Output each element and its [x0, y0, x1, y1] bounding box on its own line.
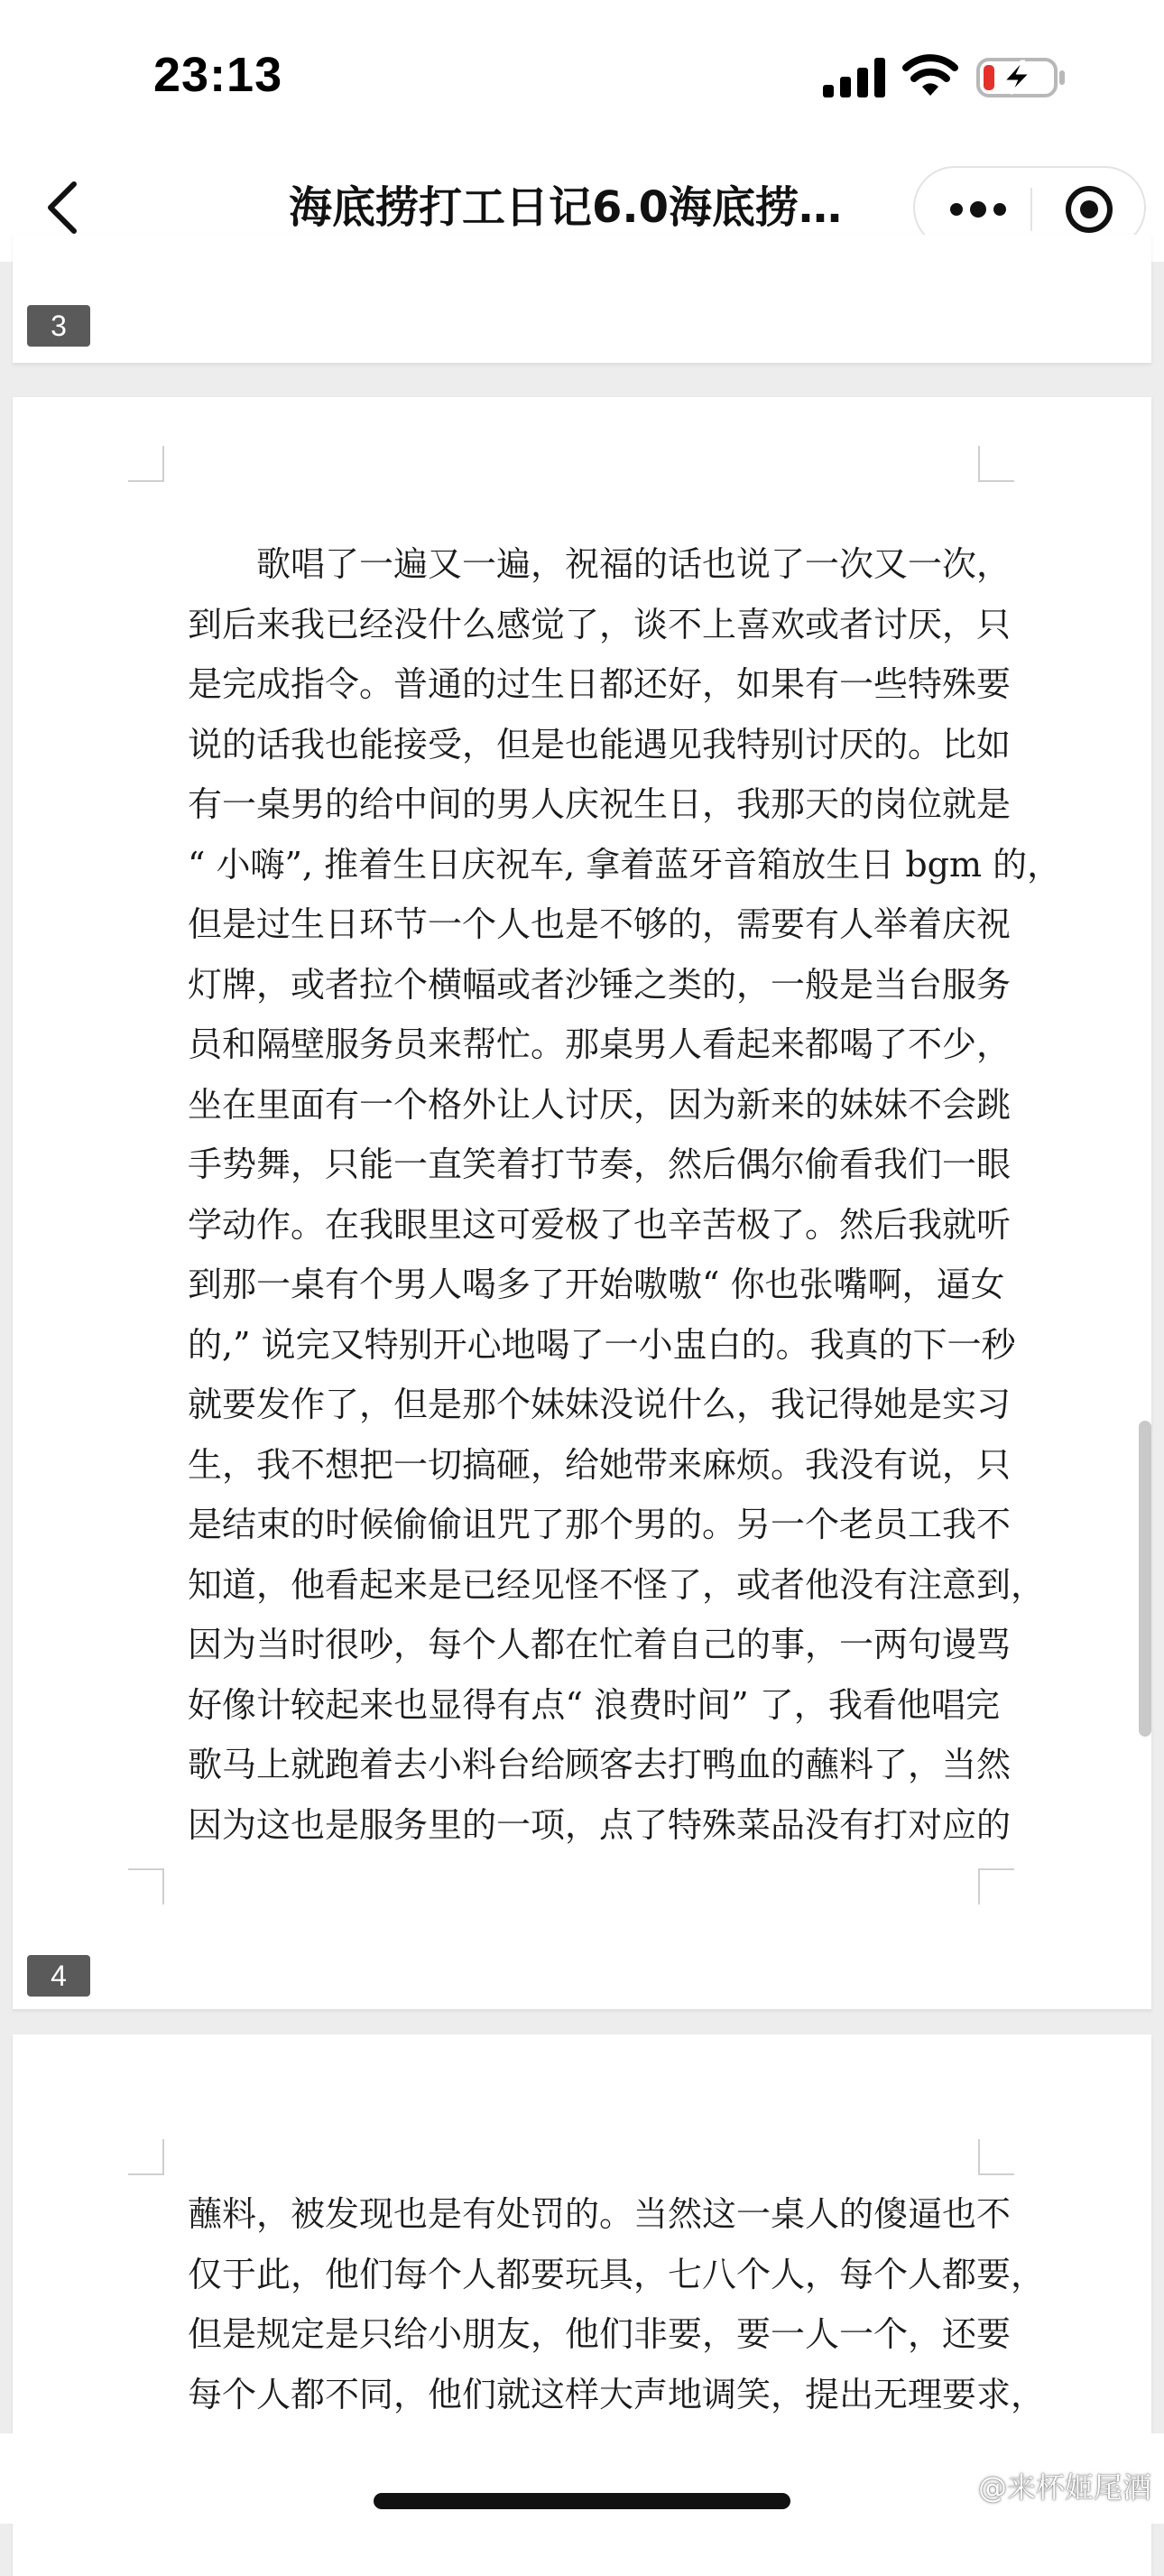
bottom-bar — [0, 2433, 1164, 2524]
margin-corner-mark — [128, 2139, 164, 2175]
chevron-left-icon[interactable] — [36, 171, 90, 244]
margin-corner-mark — [978, 2139, 1014, 2175]
text-line: 生，我不想把一切搞砸，给她带来麻烦。我没有说，只 — [188, 1444, 1012, 1485]
text-line: “ 小嗨”, 推着生日庆祝车, 拿着蓝牙音箱放生日 bgm 的， — [188, 844, 1062, 885]
watermark-text: @来杯姬尾酒 — [978, 2470, 1152, 2505]
text-line: 学动作。在我眼里这可爱极了也辛苦极了。然后我就听 — [188, 1204, 1012, 1245]
text-line: 说的话我也能接受，但是也能遇见我特别讨厌的。比如 — [188, 724, 1012, 764]
document-page-3 — [13, 235, 1151, 363]
margin-corner-mark — [978, 446, 1014, 482]
margin-corner-mark — [128, 446, 164, 482]
page-number-badge: 4 — [27, 1955, 90, 1997]
page-number-badge: 3 — [27, 305, 90, 347]
text-line: 蘸料，被发现也是有处罚的。当然这一桌人的傻逼也不 — [188, 2194, 1012, 2234]
watermark — [935, 2466, 1151, 2506]
text-line: 因为这也是服务里的一项，点了特殊菜品没有打对应的 — [188, 1804, 1012, 1845]
text-line: 的,” 说完又特别开心地喝了一小盅白的。我真的下一秒 — [188, 1324, 1016, 1365]
margin-corner-mark — [128, 1868, 164, 1904]
wifi-icon — [902, 54, 958, 96]
text-line: 员和隔壁服务员来帮忙。那桌男人看起来都喝了不少， — [188, 1024, 1012, 1064]
text-line: 到后来我已经没什么感觉了，谈不上喜欢或者讨厌，只 — [188, 604, 1012, 644]
text-line: 因为当时很吵，每个人都在忙着自己的事，一两句谩骂 — [188, 1625, 1012, 1664]
battery-low-charging-icon — [976, 56, 1067, 99]
text-line: 是结束的时候偷偷诅咒了那个男的。另一个老员工我不 — [188, 1505, 1012, 1544]
text-line: 每个人都不同，他们就这样大声地调笑，提出无理要求， — [188, 2374, 1046, 2414]
text-line: 手势舞，只能一直笑着打节奏，然后偶尔偷看我们一眼 — [188, 1144, 1012, 1184]
text-line: 坐在里面有一个格外让人讨厌，因为新来的妹妹不会跳 — [188, 1084, 1012, 1125]
home-indicator[interactable] — [374, 2493, 790, 2509]
document-page-4 — [13, 397, 1151, 2009]
text-line: 灯牌，或者拉个横幅或者沙锤之类的，一般是当台服务 — [188, 964, 1012, 1005]
text-line: 歌唱了一遍又一遍，祝福的话也说了一次又一次， — [188, 544, 1012, 584]
margin-corner-mark — [978, 1868, 1014, 1904]
mini-program-close-icon[interactable] — [1049, 179, 1130, 240]
text-line: 知道，他看起来是已经见怪不怪了，或者他没有注意到， — [188, 1564, 1046, 1605]
text-line: 有一桌男的给中间的男人庆祝生日，我那天的岗位就是 — [188, 784, 1012, 824]
more-dots-icon[interactable] — [933, 182, 1023, 236]
weibo-icon — [935, 2469, 971, 2502]
document-viewer[interactable] — [0, 262, 1164, 2433]
cellular-signal-icon — [823, 58, 886, 97]
scrollbar[interactable] — [1139, 1421, 1151, 1737]
text-line: 好像计较起来也显得有点“ 浪费时间” 了，我看他唱完 — [188, 1684, 1000, 1725]
page-body-text — [188, 534, 1062, 1855]
text-line: 但是过生日环节一个人也是不够的，需要有人举着庆祝 — [188, 904, 1012, 944]
text-line: 但是规定是只给小朋友，他们非要，要一人一个，还要 — [188, 2314, 1012, 2354]
status-bar — [0, 0, 1164, 153]
capsule-divider — [1030, 188, 1032, 231]
status-time: 23:13 — [153, 48, 283, 102]
text-line: 就要发作了，但是那个妹妹没说什么，我记得她是实习 — [188, 1385, 1012, 1424]
page-title: 海底捞打工日记6.0海底捞… — [289, 182, 843, 233]
text-line: 仅于此，他们每个人都要玩具，七八个人，每个人都要， — [188, 2254, 1046, 2294]
text-line: 到那一桌有个男人喝多了开始嗷嗷“ 你也张嘴啊，逼女 — [188, 1265, 1005, 1304]
text-line: 歌马上就跑着去小料台给顾客去打鸭血的蘸料了，当然 — [188, 1745, 1012, 1784]
text-line: 是完成指令。普通的过生日都还好，如果有一些特殊要 — [188, 664, 1012, 704]
